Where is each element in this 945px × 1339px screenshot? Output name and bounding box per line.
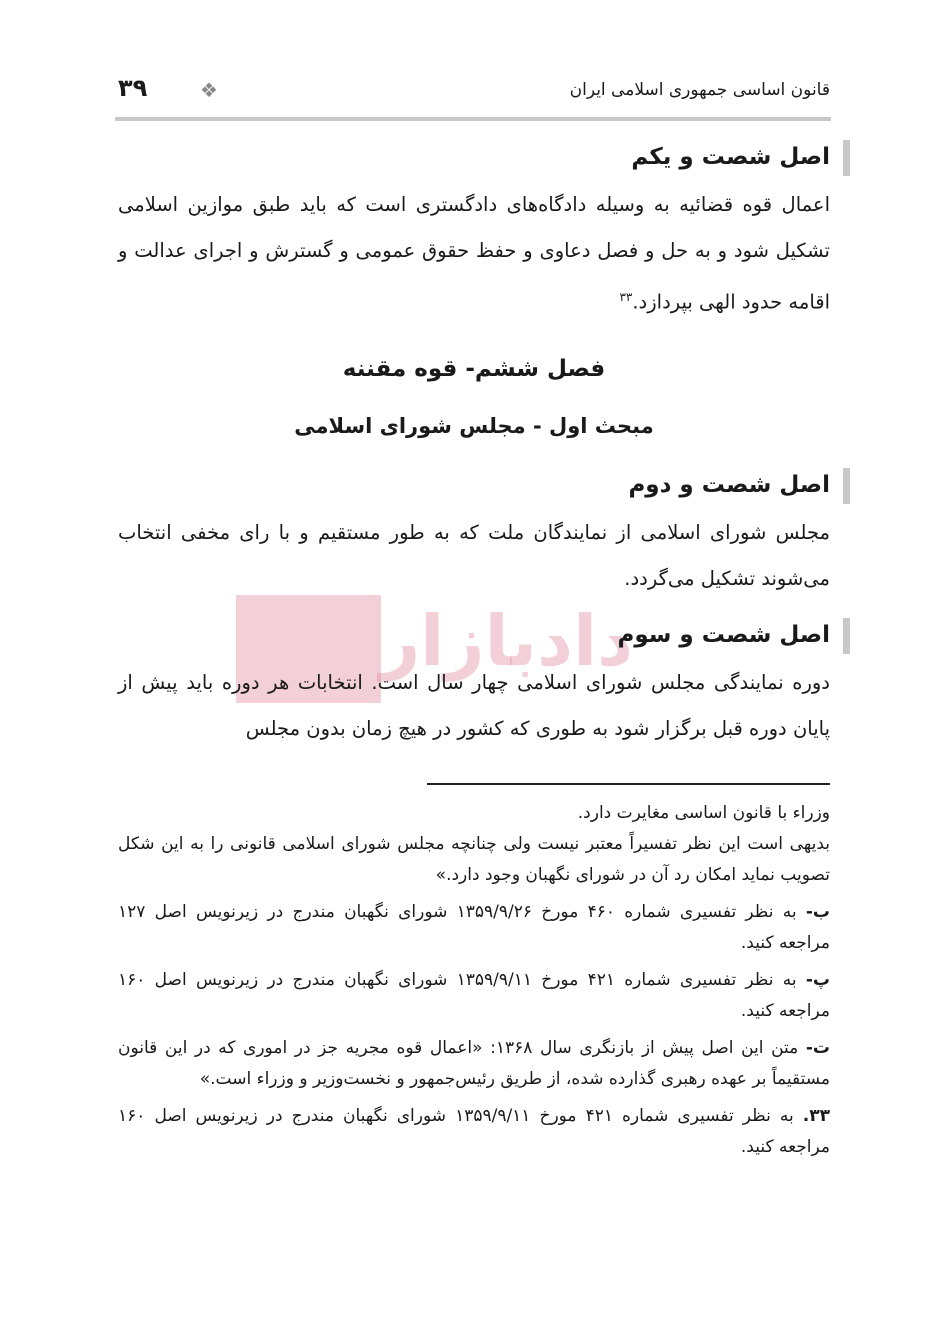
footnotes bbox=[118, 798, 830, 1169]
article-text: دوره نمایندگی مجلس شورای اسلامی چهار سال است. انتخابات هر دوره باید پیش از پایان دوره قبل برگزار شود به طوری که کشور در هیچ زمان بدون مجلس bbox=[118, 670, 830, 740]
footnote: پ- به نظر تفسیری شماره ۴۲۱ مورخ ۱۳۵۹/۹/۱۱ شورای نگهبان مندرج در زیرنویس اصل ۱۶۰ مراجعه کنید. bbox=[118, 970, 830, 1021]
heading-bar bbox=[843, 140, 850, 176]
article-heading: اصل شصت و دوم bbox=[118, 460, 830, 510]
main-text bbox=[118, 132, 830, 752]
page-number: ۳۹ bbox=[118, 74, 148, 102]
article-heading: اصل شصت و سوم bbox=[118, 610, 830, 660]
header-title: قانون اساسی جمهوری اسلامی ایران bbox=[569, 80, 830, 100]
article-text: مجلس شورای اسلامی از نمایندگان ملت که به طور مستقیم و با رای مخفی انتخاب می‌شوند تشکیل می‌گردد. bbox=[118, 520, 830, 590]
heading-bar bbox=[843, 468, 850, 504]
footnote: بدیهی است این نظر تفسیراً معتبر نیست ولی چنانچه مجلس شورای اسلامی قانونی را به این شکل تصویب نماید امکان رد آن در شورای نگهبان وجود دارد.» bbox=[118, 834, 830, 885]
footnote-rule bbox=[427, 783, 830, 785]
footnote: ۳۳. به نظر تفسیری شماره ۴۲۱ مورخ ۱۳۵۹/۹/۱۱ شورای نگهبان مندرج در زیرنویس اصل ۱۶۰ مراجعه کنید. bbox=[118, 1106, 830, 1157]
article-text: اعمال قوه قضائیه به وسیله دادگاه‌های دادگستری است که باید طبق موازین اسلامی تشکیل شود و به حل و فصل دعاوی و حفظ حقوق عمومی و گسترش و اجرای عدالت و اقامه حدود الهی بپردازد.$^{۳۳}$ bbox=[118, 193, 830, 314]
article-heading: اصل شصت و یکم bbox=[118, 132, 830, 182]
heading-bar bbox=[843, 618, 850, 654]
watermark-text: دادبازار bbox=[380, 600, 633, 682]
header-rule bbox=[115, 117, 831, 121]
footnote: ت- متن این اصل پیش از بازنگری سال ۱۳۶۸: «اعمال قوه مجریه جز در اموری که در این قانون مستقیماً بر عهده رهبری گذارده شده، از طریق رئیس‌جمهور و نخست‌وزیر و وزراء است.» bbox=[118, 1038, 830, 1089]
ornament-icon: ❖ bbox=[200, 78, 218, 102]
footnote-ref[interactable]: ۳۳ bbox=[619, 290, 633, 304]
running-header bbox=[118, 74, 830, 110]
chapter-title: فصل ششم- قوه مقننه bbox=[342, 355, 606, 382]
footnote: وزراء با قانون اساسی مغایرت دارد. bbox=[577, 803, 830, 823]
footnote: ب- به نظر تفسیری شماره ۴۶۰ مورخ ۱۳۵۹/۹/۲۶ شورای نگهبان مندرج در زیرنویس اصل ۱۲۷ مراجعه کنید. bbox=[118, 902, 830, 953]
subchapter-title: مبحث اول - مجلس شورای اسلامی bbox=[294, 413, 654, 438]
